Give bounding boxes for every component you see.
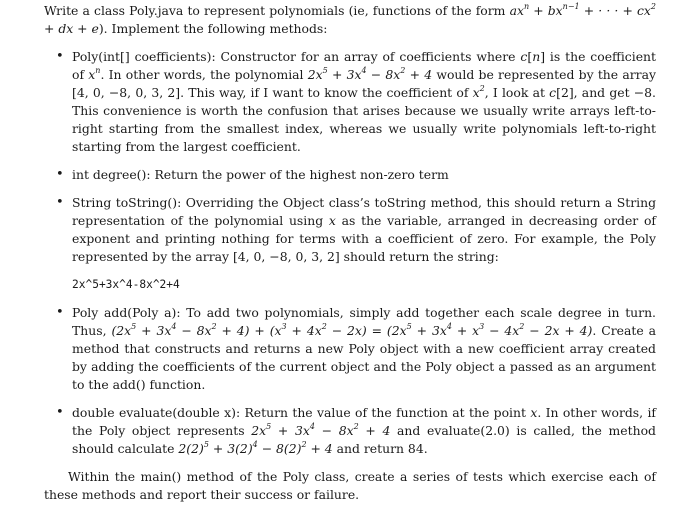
method-signature: int degree() bbox=[72, 167, 147, 182]
intro-text-end: ). Implement the following methods: bbox=[98, 21, 328, 36]
bullet-icon: • bbox=[56, 405, 64, 420]
bullet-icon: • bbox=[56, 195, 64, 210]
method-list bbox=[44, 48, 656, 458]
closing-paragraph: Within the main() method of the Poly class, create a series of tests which exercise each of these methods and report their success or failure. bbox=[44, 469, 656, 502]
method-description: Poly add(Poly a): To add two polynomials, simply add together each scale degree in turn. Thus, $(2x^5 + 3x^4 - 8x^2 + 4) + (x^3 + 4x^2 - 2x) = (2x^5 + 3x^4 + x^3 - 4x^2 - 2x + 4)$. Create a method that constructs and returns a new Poly object with a new coefficient array created by adding the coefficients of the current object and the Poly object a passed as an argument to the add() function. bbox=[72, 305, 656, 392]
method-description: Poly(int[] coefficients): Constructor for an array of coefficients where c[n] is the coefficient of $x^n$. In other words, the polynomial $2x^5 + 3x^4 - 8x^2 + 4$ would be represented by the array [4, 0, −8, 0, 3, 2]. This way, if I want to know the coefficient of $x^2$, I look at c[2], and get −8. This convenience is worth the confusion that arises because we usually write arrays left-to-right starting from the smallest index, whereas we usually write polynomials left-to-right starting from the largest coefficient. bbox=[72, 49, 656, 154]
method-item-tostring bbox=[44, 194, 656, 294]
method-signature: double evaluate(double x) bbox=[72, 405, 236, 420]
assignment-document bbox=[44, 2, 656, 504]
bullet-icon: • bbox=[56, 49, 64, 64]
intro-paragraph bbox=[44, 2, 656, 38]
method-description: String toString(): Overriding the Object class’s toString method, this should return a String representation of the polynomial using x as the variable, arranged in decreasing order of exponent and printing nothing for terms with a coefficient of zero. For example, the Poly represented by the array [4, 0, −8, 0, 3, 2] should return the string: bbox=[72, 195, 657, 264]
method-description: int degree(): Return the power of the highest non-zero term bbox=[72, 167, 449, 182]
method-signature: Poly add(Poly a) bbox=[72, 305, 177, 320]
method-item-constructor bbox=[44, 48, 656, 156]
example-output: 2x^5+3x^4-8x^2+4 bbox=[72, 278, 180, 291]
method-item-evaluate bbox=[44, 404, 656, 458]
method-signature: String toString() bbox=[72, 195, 178, 210]
method-description: double evaluate(double x): Return the value of the function at the point x. In other words, if the Poly object represents $2x^5 + 3x^4 - 8x^2 + 4$ and evaluate(2.0) is called, the method should calculate $2(2)^5 + 3(2)^4 - 8(2)^2 + 4$ and return 84. bbox=[72, 405, 657, 456]
method-item-degree bbox=[44, 166, 656, 184]
intro-text: Write a class Poly.java to represent polynomials (ie, functions of the form bbox=[44, 3, 510, 18]
bullet-icon: • bbox=[56, 305, 64, 320]
intro-formula: $ax^n + bx^{n-1}$ + · · · + $cx^2$ + dx + e bbox=[44, 1, 656, 36]
method-item-add bbox=[44, 304, 656, 394]
bullet-icon: • bbox=[56, 167, 64, 182]
method-signature: Poly(int[] coefficients) bbox=[72, 49, 212, 64]
